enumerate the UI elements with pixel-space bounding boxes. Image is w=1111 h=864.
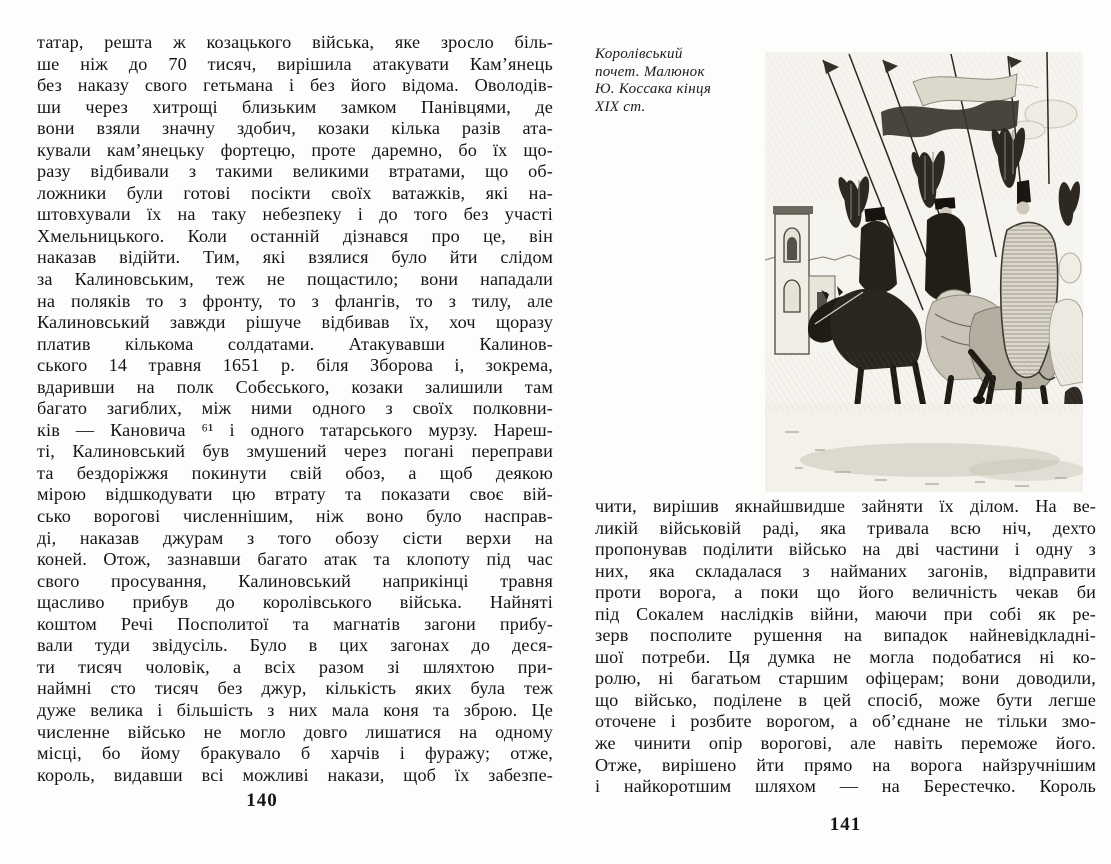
- text-line: ложники були готові посікти своїх ватажків, які на-: [37, 182, 553, 203]
- text-line: вони взяли значну здобич, козаки кілька разів ата-: [37, 118, 553, 139]
- text-line: численне військо не могло довго лишатися на одному: [37, 721, 553, 742]
- text-line: ти тисяч чоловік, а всіх разом зі шляхтою при-: [37, 656, 553, 677]
- text-line: без наказу свого гетьмана і без його відома. Оволодів-: [37, 75, 553, 96]
- ground: [765, 352, 1083, 492]
- text-line: вдаривши на полк Собєського, козаки залишили там: [37, 376, 553, 397]
- text-line: зерв посполите рушення на випадок найневідкладні-: [595, 625, 1096, 646]
- text-line: наймні сто тисяч без джур, кількість яких була теж: [37, 678, 553, 699]
- caption-line: XIX ст.: [595, 98, 646, 115]
- text-line: Хмельницького. Коли останній дізнався про це, він: [37, 225, 553, 246]
- text-line: під Сокалем наслідків війни, маючи при собі як ре-: [595, 603, 1096, 624]
- text-line: ролю, ні багатьом старшим офіцерам; вони доводили,: [595, 668, 1096, 689]
- text-line: ського 14 травня 1651 р. біля Зборова і, зокрема,: [37, 355, 553, 376]
- text-line: них, яка складалася з найманих загонів, відправити: [595, 560, 1096, 581]
- engraving-image: [765, 52, 1083, 492]
- text-line: вали туди звідусіль. Було в цих загонах до деся-: [37, 635, 553, 656]
- text-line: кували кам’янецьку фортецю, проте даремно, бо їх що-: [37, 139, 553, 160]
- left-page-text: [37, 32, 553, 786]
- text-line: Отже, вирішено йти прямо на ворога найзручнішим: [595, 754, 1096, 775]
- text-line: ті, Калиновський був змушений через погані переправи: [37, 441, 553, 462]
- caption-line: почет. Малюнок: [595, 63, 705, 80]
- text-line: ків — Кановича ⁶¹ і одного татарського мурзу. Нареш-: [37, 419, 553, 440]
- text-line: дуже велика і більшість з них мала коня та зброю. Це: [37, 699, 553, 720]
- text-line: місці, бо йому бракувало б харчів і фуражу; отже,: [37, 743, 553, 764]
- text-line: чити, вирішив якнайшвидше зайняти їх ділом. На ве-: [595, 496, 1096, 516]
- text-line: Калиновський завжди рішуче відбивав їх, хоч щоразу: [37, 312, 553, 333]
- page-number-right: 141: [829, 814, 862, 835]
- text-line: свого просування, Калиновський наприкінці травня: [37, 570, 553, 591]
- text-line: штовхували їх на таку небезпеку і до того без участі: [37, 204, 553, 225]
- text-line: коштом Речі Посполитої та магнатів загони прибу-: [37, 613, 553, 634]
- text-line: на поляків то з фронту, то з флангів, то з тилу, але: [37, 290, 553, 311]
- caption-line: Королівський: [595, 46, 683, 62]
- text-line: проти ворога, а поки що його величність чекав би: [595, 582, 1096, 603]
- text-line: шої потреби. Ця думка не могла подобатися ні ко-: [595, 646, 1096, 667]
- text-line: і найкоротшим шляхом — на Берестечко. Король: [595, 776, 1096, 797]
- text-line: мірою відшкодувати цю втрату та показати своє вій-: [37, 484, 553, 505]
- page-number-left: 140: [246, 790, 278, 811]
- text-line: король, видавши всі можливі накази, щоб їх забезпе-: [37, 764, 553, 785]
- text-line: платив кількома солдатами. Атакувавши Калинов-: [37, 333, 553, 354]
- caption-line: Ю. Коссака кінця: [595, 81, 712, 97]
- text-line: багато загиблих, між ними одного з своїх полковни-: [37, 398, 553, 419]
- text-line: ше ніж до 70 тисяч, вирішила атакувати Кам’янець: [37, 53, 553, 74]
- text-line: ши через хитрощі близьким замком Панівцями, де: [37, 96, 553, 117]
- text-line: за Калиновським, теж не пощастило; вони нападали: [37, 269, 553, 290]
- text-line: пропонував поділити військо на дві частини і одну з: [595, 539, 1096, 560]
- text-line: сько ворогові численнішим, ніж воно було насправ-: [37, 506, 553, 527]
- illustration-caption: [595, 46, 770, 116]
- text-line: ді, наказав джурам з того обозу сісти верхи на: [37, 527, 553, 548]
- text-line: коней. Отож, зазнавши багато атак та клопоту під час: [37, 549, 553, 570]
- text-line: та бездоріжжя покинути свій обоз, а щоб деякою: [37, 462, 553, 483]
- text-line: оточене і розбите ворогом, а об’єднане не тільки змо-: [595, 711, 1096, 732]
- text-line: татар, решта ж козацького війська, яке зросло біль-: [37, 32, 553, 52]
- text-line: наказав відійти. Тим, які взялися було йти слідом: [37, 247, 553, 268]
- text-line: що військо, поділене в цей спосіб, може бути легше: [595, 689, 1096, 710]
- royal-retinue-illustration: [765, 52, 1083, 492]
- text-line: щасливо прибув до королівського війська. Найняті: [37, 592, 553, 613]
- text-line: разу відбивали з такими великими втратами, що об-: [37, 161, 553, 182]
- right-page-text: [595, 496, 1096, 798]
- text-line: ликій військовій раді, яка тривала всю ніч, дехто: [595, 517, 1096, 538]
- text-line: же чинити опір ворогові, але навіть переможе його.: [595, 733, 1096, 754]
